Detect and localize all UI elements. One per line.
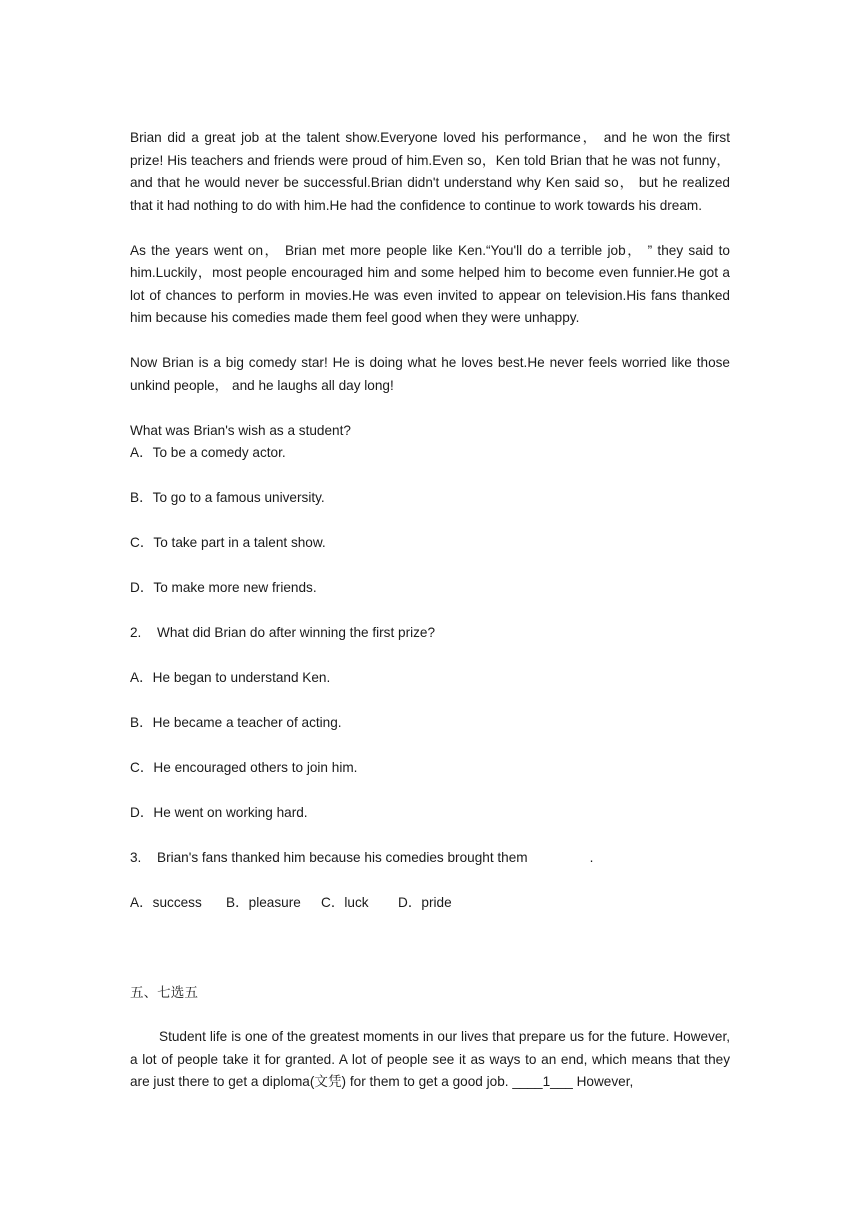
- question-2: [130, 622, 730, 645]
- question-2-option-c: C．He encouraged others to join him.: [130, 760, 358, 775]
- question-1-option-a: A．To be a comedy actor.: [130, 445, 286, 460]
- section-title: 五、七选五: [130, 984, 198, 1001]
- question-2-option-a: A．He began to understand Ken.: [130, 670, 331, 685]
- question-3-option-b: B．pleasure: [226, 895, 301, 910]
- question-2-number: 2.: [130, 625, 142, 640]
- section-5-paragraph: Student life is one of the greatest moments in our lives that prepare us for the future. However, a lot of people take it for granted. A lot of people see it as ways to an end, which means that they are just there to get a diploma(文凭) for them to get a good job. ____1___ However,: [130, 1029, 730, 1089]
- question-1-text: What was Brian's wish as a student?: [130, 422, 351, 438]
- passage-paragraph-2: As the years went on， Brian met more people like Ken.“You'll do a terrible job， ” they said to him.Luckily，most people encouraged him and some helped him to become even funnier.He got a lot of chances to perform in movies.He was even invited to appear on television.His fans thanked him because his comedies made them feel good when they were unhappy.: [130, 242, 730, 325]
- question-2-text: What did Brian do after winning the first prize?: [157, 625, 436, 640]
- question-1-option-c: C．To take part in a talent show.: [130, 535, 326, 550]
- document-page: [130, 127, 730, 1094]
- question-3-text: Brian's fans thanked him because his comedies brought them: [157, 850, 528, 865]
- question-3: [130, 847, 730, 870]
- question-2-option-b: B．He became a teacher of acting.: [130, 715, 342, 730]
- question-3-end: .: [589, 850, 594, 865]
- question-3-options: [130, 892, 730, 915]
- question-3-number: 3.: [130, 850, 142, 865]
- question-1-option-d: D．To make more new friends.: [130, 580, 317, 595]
- question-3-option-d: D．pride: [398, 895, 452, 910]
- question-2-option-d: D．He went on working hard.: [130, 805, 308, 820]
- passage-paragraph-1: Brian did a great job at the talent show.Everyone loved his performance， and he won the first prize! His teachers and friends were proud of him.Even so，Ken told Brian that he was not funny，and that he would never be successful.Brian didn't understand why Ken said so， but he realized that it had nothing to do with him.He had the confidence to continue to work towards his dream.: [130, 130, 730, 213]
- question-3-option-c: C．luck: [321, 895, 369, 910]
- question-1-option-b: B．To go to a famous university.: [130, 490, 325, 505]
- passage-paragraph-3: Now Brian is a big comedy star! He is doing what he loves best.He never feels worried like those unkind people， and he laughs all day long!: [130, 355, 730, 393]
- question-3-option-a: A．success: [130, 895, 202, 910]
